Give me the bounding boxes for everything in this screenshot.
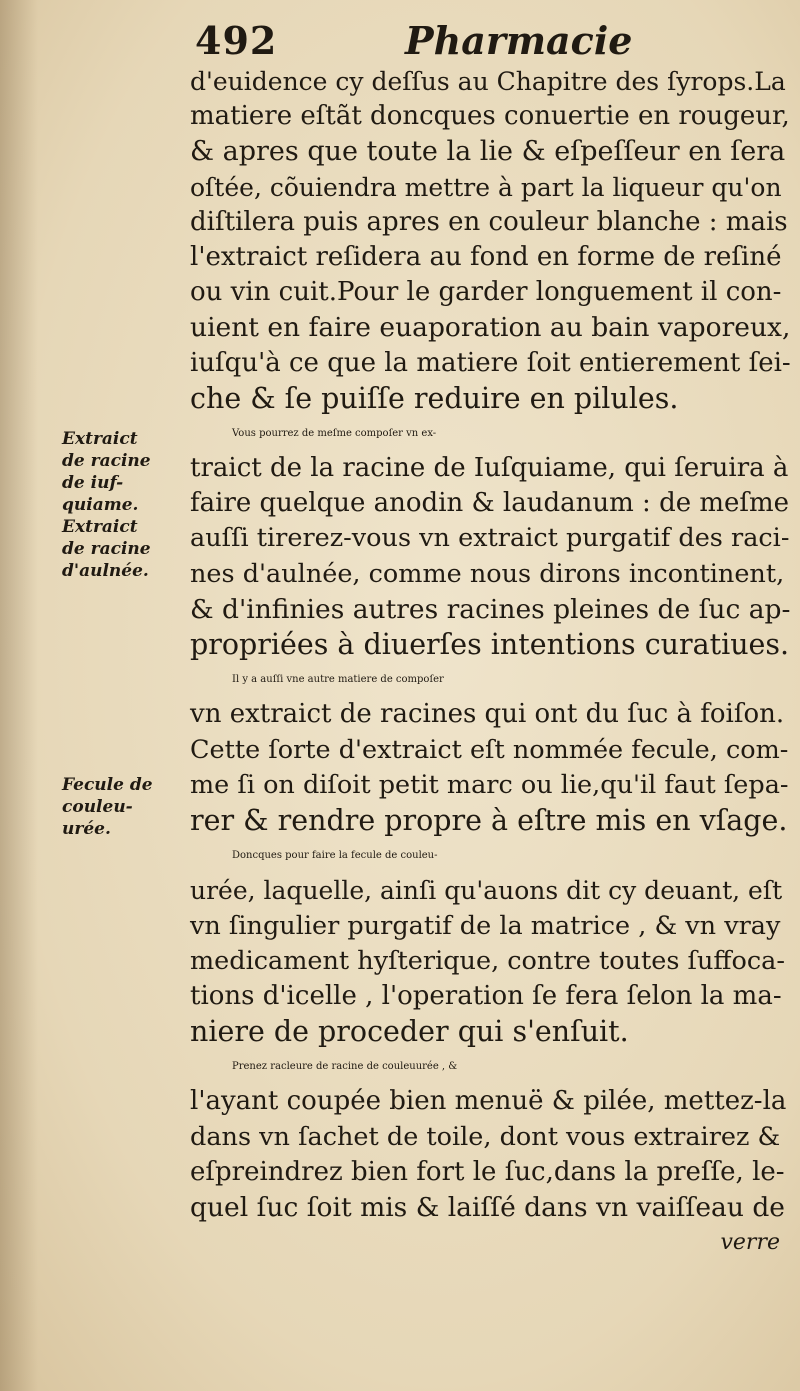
text-line: uient en faire euaporation au bain vaporeux, [190, 312, 791, 344]
text-line: oſtée, cõuiendra mettre à part la liqueur qu'on [190, 172, 782, 202]
text-line: vn extraict de racines qui ont du ſuc à foiſon. [190, 699, 785, 730]
text-line: propriées à diuerſes intentions curatiues. [190, 628, 790, 661]
binding-shadow [0, 0, 38, 1391]
text-line: Vous pourrez de meſme compoſer vn ex- [232, 427, 437, 439]
margin-note-line: d'aulnée. [62, 561, 149, 581]
text-line: eſpreindrez bien fort le ſuc,dans la preſſe, le- [190, 1156, 785, 1187]
text-line: l'extraict reſidera au fond en forme de reſiné [190, 241, 782, 272]
margin-note-fecule [62, 774, 188, 840]
margin-note-line: Extraict [62, 517, 138, 537]
margin-note-line: de iuf- [62, 473, 124, 493]
margin-note-line: quiame. [62, 495, 139, 515]
text-line: rer & rendre propre à eſtre mis en vſage. [190, 803, 788, 837]
text-line: auſſi tirerez-vous vn extraict purgatif des raci- [190, 523, 790, 554]
text-line: niere de proceder qui s'enſuit. [190, 1015, 629, 1049]
margin-note-extraict [62, 428, 188, 582]
text-line: nes d'aulnée, comme nous dirons incontinent, [190, 558, 785, 589]
margin-note-line: urée. [62, 819, 111, 839]
text-line: matiere eſtãt doncques conuertie en rougeur, [190, 101, 790, 132]
text-line: & apres que toute la lie & eſpeſſeur en ſera [190, 136, 786, 168]
margin-note-line: de racine [62, 451, 151, 471]
running-head: Pharmacie [405, 18, 633, 63]
text-line: me ſi on diſoit petit marc ou lie,qu'il faut ſepa- [190, 769, 789, 800]
text-line: Il y a auſſi vne autre matiere de compoſer [232, 674, 444, 686]
text-line: Doncques pour faire la fecule de couleu- [232, 850, 438, 862]
text-line: l'ayant coupée bien menuë & pilée, mettez-la [190, 1086, 787, 1117]
margin-note-line: couleu- [62, 797, 133, 817]
text-line: medicament hyſterique, contre toutes ſuffoca- [190, 945, 785, 976]
text-line: iuſqu'à ce que la matiere ſoit entierement ſei- [190, 347, 791, 378]
text-line: faire quelque anodin & laudanum : de meſme [190, 488, 790, 519]
text-line: dans vn ſachet de toile, dont vous extrairez & [190, 1121, 781, 1152]
text-line: che & ſe puiſſe reduire en pilules. [190, 381, 679, 415]
margin-note-line: de racine [62, 539, 151, 559]
text-line: Prenez racleure de racine de couleuurée , & [232, 1061, 458, 1073]
text-line: vn ſingulier purgatif de la matrice , & vn vray [190, 910, 781, 941]
text-line: tions d'icelle , l'operation ſe fera ſelon la ma- [190, 980, 782, 1011]
text-line: diſtilera puis apres en couleur blanche : mais [190, 206, 788, 237]
text-line: traict de la racine de Iuſquiame, qui ſeruira à [190, 453, 789, 484]
page-number: 492 [195, 18, 278, 63]
body-text [190, 64, 790, 1260]
margin-note-line: Fecule de [62, 775, 153, 795]
text-line: urée, laquelle, ainſi qu'auons dit cy deuant, eſt [190, 876, 783, 906]
text-line: & d'infinies autres racines pleines de ſuc ap- [190, 593, 791, 625]
text-line: Cette ſorte d'extraict eſt nommée fecule, com- [190, 734, 789, 765]
margin-note-line: Extraict [62, 429, 138, 449]
text-line: ou vin cuit.Pour le garder longuement il con- [190, 277, 782, 308]
catchword: verre [720, 1230, 780, 1256]
text-line: quel ſuc ſoit mis & laiſſé dans vn vaiſſeau de [190, 1192, 785, 1223]
page-header [195, 18, 755, 68]
text-line: d'euidence cy deſſus au Chapitre des ſyrops.La [190, 67, 786, 96]
